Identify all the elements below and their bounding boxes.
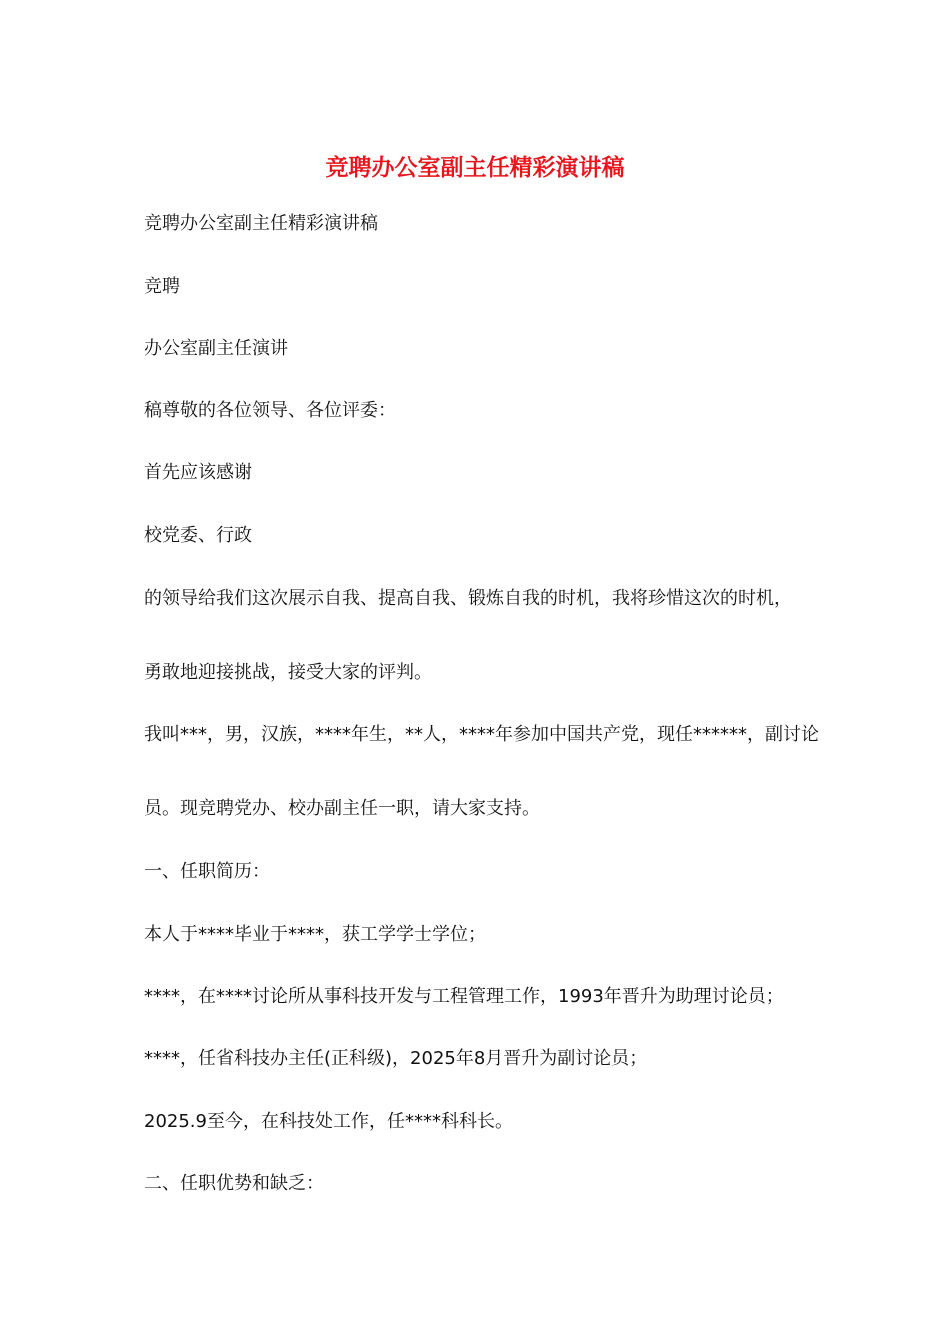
paragraph-1: 竞聘办公室副主任精彩演讲稿 — [144, 213, 378, 234]
paragraph-15: 2025.9至今，在科技处工作，任****科科长。 — [144, 1111, 513, 1132]
paragraph-7: 的领导给我们这次展示自我、提高自我、锻炼自我的时机，我将珍惜这次的时机， — [144, 588, 792, 609]
paragraph-12: 本人于****毕业于****，获工学学士学位； — [144, 924, 486, 945]
paragraph-3: 办公室副主任演讲 — [144, 338, 288, 359]
paragraph-8: 勇敢地迎接挑战，接受大家的评判。 — [144, 662, 432, 683]
paragraph-6: 校党委、行政 — [144, 525, 252, 546]
paragraph-2: 竞聘 — [144, 276, 180, 297]
paragraph-11: 一、任职简历： — [144, 861, 270, 882]
paragraph-16: 二、任职优势和缺乏： — [144, 1173, 324, 1194]
document-title: 竞聘办公室副主任精彩演讲稿 — [325, 154, 625, 181]
paragraph-14: ****，任省科技办主任(正科级)，2025年8月晋升为副讨论员； — [144, 1048, 648, 1069]
paragraph-13: ****，在****讨论所从事科技开发与工程管理工作，1993年晋升为助理讨论员； — [144, 986, 784, 1007]
paragraph-10: 员。现竞聘党办、校办副主任一职，请大家支持。 — [144, 798, 540, 819]
paragraph-4: 稿尊敬的各位领导、各位评委： — [144, 400, 396, 421]
paragraph-5: 首先应该感谢 — [144, 462, 252, 483]
paragraph-9: 我叫***，男，汉族，****年生，**人，****年参加中国共产党，现任******，副讨论 — [144, 724, 819, 745]
